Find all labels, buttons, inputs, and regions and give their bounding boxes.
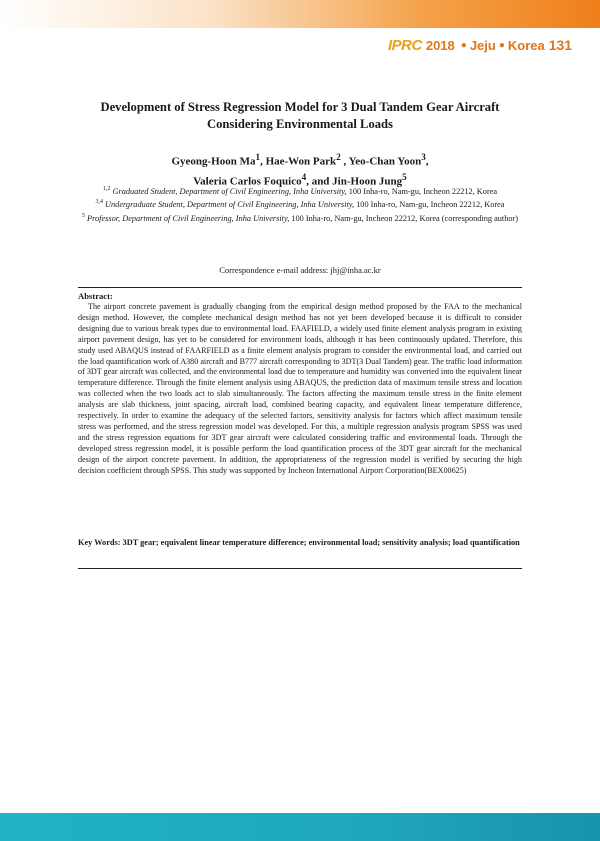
abstract-top-rule bbox=[78, 287, 522, 288]
author-name: Valeria Carlos Foquico bbox=[193, 175, 302, 188]
paper-title-line1: Development of Stress Regression Model for 3 Dual Tandem Gear Aircraft bbox=[100, 100, 500, 114]
affiliation-address: 100 Inha-ro, Nam-gu, Incheon 22212, Korea bbox=[346, 186, 498, 196]
affiliation-item bbox=[80, 211, 520, 224]
abstract-text: The airport concrete pavement is gradually changing from the empirical design method proposed by the FAA to the mechanical design method. However, the complete mechanical design method has not yet been developed because it is difficult to consider designing due to various break types due to environmental load. FAAFIELD, a widely used finite element analysis program in existing airport pavement design, has yet to be considered for environment loads, although it has been continuously updated. Therefore, this study used ABAQUS instead of FAARFIELD as a finite element analysis program to consider the environmental load, and carried out the load quantification work of A380 aircraft and B777 aircraft corresponding to 3DT(3 Dual Tandem) gear. The traffic load information of 3DT gear aircraft was collected, and the environmental load due to temperature and humidity was converted into the equivalent linear temperature difference. Through the finite element analysis using ABAQUS, the prediction data of maximum tensile stress and location was collected when the two loads act to slab simultaneously. The factors affecting the maximum tensile stress in the finite element analysis are slab thickness, joint spacing, aircraft load, combined bearing capacity, and equivalent linear temperature difference, respectively. In order to examine the adequacy of the selected factors, sensitivity analysis for factors which affect maximum tensile stress was performed, and the stress regression model was developed. For this, a multiple regression analysis program SPSS was used and the stress regression equations for 3DT gear aircraft were calculated considering traffic and environmental loads. Through the developed stress regression model, it is possible perform the load quantification process of the 3DT gear aircraft for the mechanical design of the airport concrete pavement. In addition, the appropriateness of the regression model is verified by securing the high decision coefficient through SPSS. This study was supported by Incheon International Airport Corporation(BEX00625) bbox=[78, 302, 522, 475]
bullet-icon: ● bbox=[498, 39, 505, 51]
author-superscript: 5 bbox=[402, 171, 407, 182]
abstract-bottom-rule bbox=[78, 568, 522, 569]
correspondence-email: Correspondence e-mail address: jhj@inha.ac.kr bbox=[219, 265, 381, 275]
footer-band bbox=[0, 813, 600, 841]
author-name: , Hae-Won Park bbox=[260, 155, 337, 168]
conference-logo bbox=[388, 36, 572, 54]
affiliation-department: Graduated Student, Department of Civil Engineering, Inha University, bbox=[110, 186, 347, 196]
author-name: , Yeo-Chan Yoon bbox=[340, 155, 422, 168]
author-superscript: 1 bbox=[255, 152, 261, 162]
affiliation-item bbox=[80, 197, 520, 210]
author-superscript: 3 bbox=[421, 152, 426, 162]
affiliation-address: 100 Inha-ro, Nam-gu, Incheon 22212, Korea (corresponding author) bbox=[289, 213, 519, 223]
author-name: Gyeong-Hoon Ma bbox=[171, 155, 256, 168]
affiliation-address: 100 Inha-ro, Nam-gu, Incheon 22212, Korea bbox=[354, 200, 505, 210]
header-band bbox=[0, 0, 600, 28]
author-superscript: 4 bbox=[301, 171, 307, 182]
paper-title-line2: Considering Environmental Loads bbox=[207, 117, 393, 131]
paper-title bbox=[60, 99, 540, 133]
conference-year: 2018 bbox=[425, 37, 455, 53]
author-line-1 bbox=[60, 150, 540, 170]
author-separator: , bbox=[425, 155, 429, 168]
page-number: 131 bbox=[548, 37, 573, 53]
affiliation-department: Professor, Department of Civil Engineering, Inha University, bbox=[84, 213, 290, 223]
keywords: Key Words: 3DT gear; equivalent linear temperature difference; environmental load; sensitivity analysis; load quantification bbox=[78, 538, 520, 547]
affiliation-item bbox=[80, 184, 520, 197]
affiliation-superscript: 3,4 bbox=[95, 199, 103, 206]
bullet-icon: ● bbox=[460, 39, 467, 51]
affiliation-list bbox=[80, 184, 520, 224]
author-name: , and Jin-Hoon Jung bbox=[306, 175, 403, 188]
author-superscript: 2 bbox=[336, 152, 341, 162]
conference-logo-mark: IPRC bbox=[388, 36, 422, 54]
abstract-heading: Abstract: bbox=[78, 291, 113, 301]
conference-country: Korea bbox=[507, 37, 545, 53]
affiliation-superscript: 1,2 bbox=[102, 186, 111, 192]
affiliation-superscript: 5 bbox=[81, 212, 85, 219]
conference-city: Jeju bbox=[469, 37, 496, 53]
affiliation-department: Undergraduate Student, Department of Civil Engineering, Inha University, bbox=[102, 200, 355, 210]
